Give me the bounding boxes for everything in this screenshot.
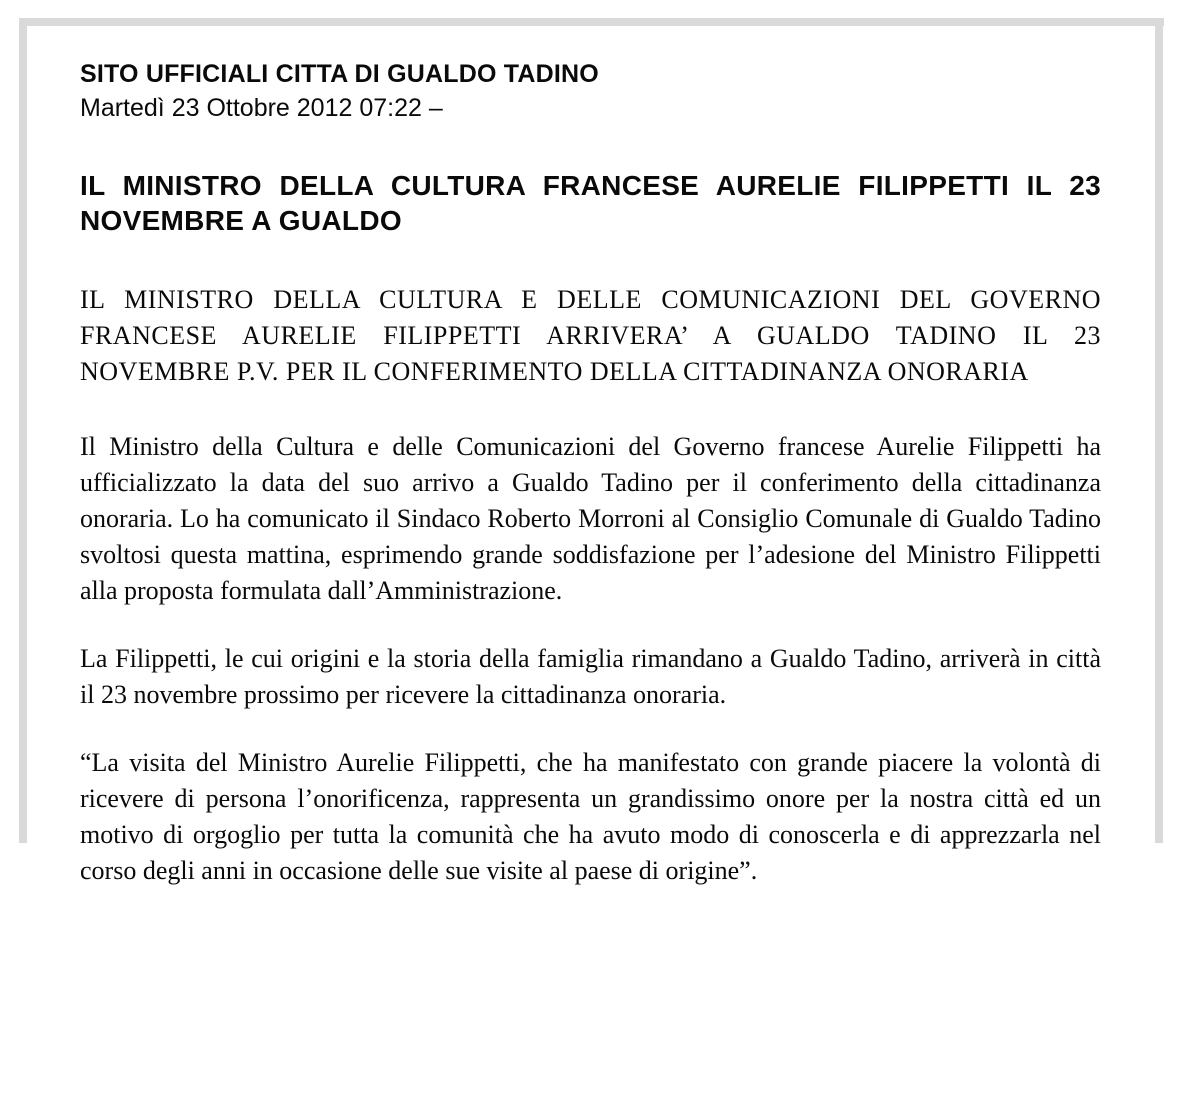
page-border-left (19, 18, 27, 843)
article-headline: IL MINISTRO DELLA CULTURA FRANCESE AURELIE FILIPPETTI IL 23 NOVEMBRE A GUALDO (80, 170, 1101, 236)
article-content (80, 57, 1101, 889)
page-border-right (1155, 18, 1163, 843)
article-subheadline: IL MINISTRO DELLA CULTURA E DELLE COMUNICAZIONI DEL GOVERNO FRANCESE AURELIE FILIPPETTI ARRIVERA’ A GUALDO TADINO IL 23 NOVEMBRE P.V. PER IL CONFERIMENTO DELLA CITTADINANZA ONORARIA (80, 285, 1101, 386)
article-paragraph-1: Il Ministro della Cultura e delle Comunicazioni del Governo francese Aurelie Filippetti ha ufficializzato la data del suo arrivo a Gualdo Tadino per il conferimento della cittadinanza onoraria. Lo ha comunicato il Sindaco Roberto Morroni al Consiglio Comunale di Gualdo Tadino svoltosi questa mattina, esprimendo grande soddisfazione per l’adesione del Ministro Filippetti alla proposta formulata dall’Amministrazione. (80, 432, 1101, 605)
date-line: Martedì 23 Ottobre 2012 07:22 – (80, 94, 443, 122)
page-border-top (19, 18, 1164, 26)
article-paragraph-2: La Filippetti, le cui origini e la storia della famiglia rimandano a Gualdo Tadino, arriverà in città il 23 novembre prossimo per ricevere la cittadinanza onoraria. (80, 644, 1101, 709)
article-paragraph-3: “La visita del Ministro Aurelie Filippetti, che ha manifestato con grande piacere la volontà di ricevere di persona l’onorificenza, rappresenta un grandissimo onore per la nostra città ed un motivo di orgoglio per tutta la comunità che ha avuto modo di conoscerla e di apprezzarla nel corso degli anni in occasione delle sue visite al paese di origine”. (80, 748, 1101, 885)
site-title: SITO UFFICIALI CITTA DI GUALDO TADINO (80, 60, 599, 88)
